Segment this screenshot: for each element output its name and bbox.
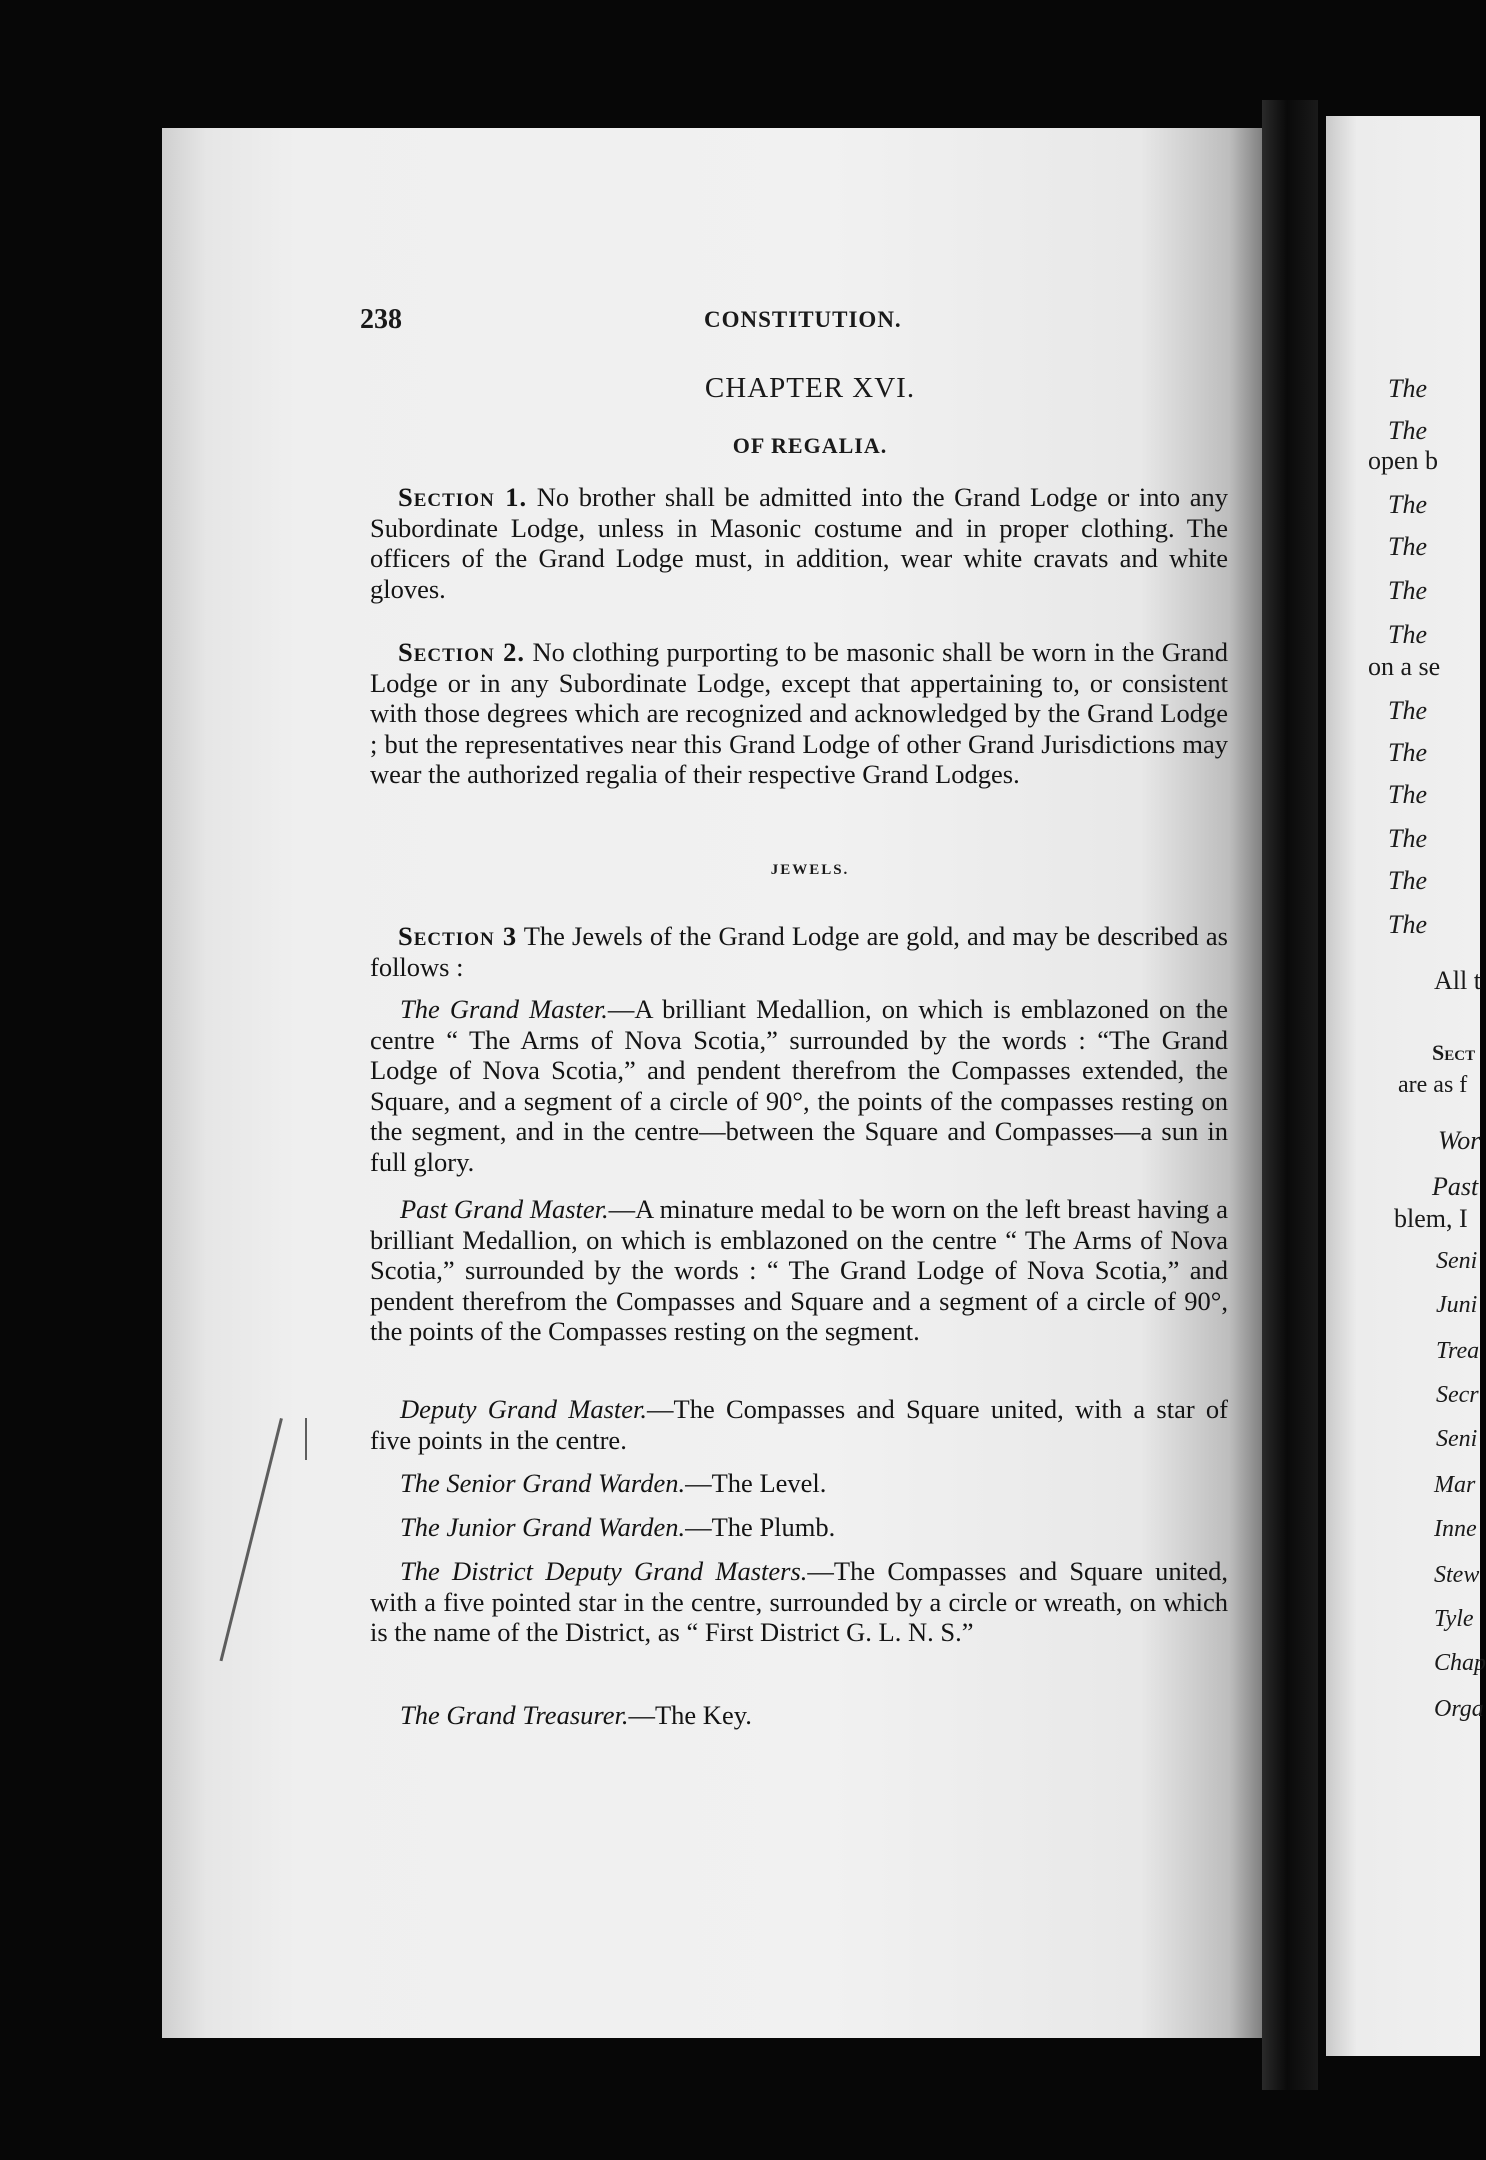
next-page-line: The (1388, 866, 1427, 895)
next-page-line: The (1388, 620, 1427, 649)
chapter-subtitle: OF REGALIA. (732, 433, 888, 458)
jewel-district-deputy-grand-masters (370, 1556, 1228, 1648)
jewel-description: —The Key. (628, 1700, 752, 1730)
next-page-line: Trea (1436, 1338, 1480, 1364)
page-header (360, 304, 1260, 340)
jewel-title: Deputy Grand Master. (400, 1394, 648, 1424)
section-1 (370, 482, 1228, 604)
next-page-line: Orga (1434, 1696, 1484, 1722)
jewel-description: —The Compasses and Square united, with a star of five points in the centre. (370, 1394, 1228, 1455)
next-page-line: The (1388, 780, 1427, 809)
section-2 (370, 637, 1228, 790)
page-number: 238 (360, 304, 402, 335)
jewel-grand-treasurer (370, 1700, 1228, 1731)
jewel-description: —A brilliant Medallion, on which is emblazoned on the centre “ The Arms of Nova Scotia,” surrounded by the words : “The Grand Lodge of Nova Scotia,” and pendent therefrom the Compasses extended, the Square, and a segment of a circle of 90°, the points of the compasses resting on the segment, and in the centre—between the Square and Compasses—a sun in full glory. (370, 994, 1228, 1177)
next-page-line: All t (1434, 966, 1481, 995)
jewel-junior-grand-warden (370, 1512, 1228, 1543)
next-page-line: blem, I (1394, 1204, 1468, 1233)
next-page-line: The (1388, 490, 1427, 519)
next-page-line: Mar (1434, 1472, 1476, 1498)
jewel-grand-master (370, 994, 1228, 1177)
next-page-line: Juni (1436, 1292, 1478, 1318)
jewel-title: The Grand Treasurer. (400, 1700, 629, 1730)
next-page-line: Inne (1434, 1516, 1477, 1542)
next-page-line: open b (1368, 446, 1439, 475)
section-label: Section 1. (398, 482, 528, 512)
section-text: No clothing purporting to be masonic shall be worn in the Grand Lodge or in any Subordinate Lodge, except that appertaining to, or consistent with those degrees which are recognized and acknowledged by the Grand Lodge ; but the representatives near this Grand Lodge of other Grand Jurisdictions may wear the authorized regalia of their respective Grand Lodges. (370, 637, 1228, 789)
pencil-margin-mark (305, 1418, 307, 1460)
book-gutter (1262, 100, 1318, 2090)
next-page-line: The (1388, 374, 1427, 403)
next-page-line: Stew (1434, 1562, 1480, 1588)
next-page-line: on a se (1368, 652, 1441, 681)
next-page-line: The (1388, 416, 1427, 445)
jewel-senior-grand-warden (370, 1468, 1228, 1499)
jewel-description: —The Compasses and Square united, with a five pointed star in the centre, surrounded by a circle or wreath, on which is the name of the District, as “ First District G. L. N. S.” (370, 1556, 1228, 1647)
next-page-line: Seni (1436, 1248, 1478, 1274)
next-page-line: Past (1432, 1172, 1479, 1201)
section-label: Section 3 (398, 921, 518, 951)
next-page-line: Secr (1436, 1382, 1479, 1408)
chapter-title: CHAPTER XVI. (704, 372, 916, 404)
jewel-title: The Junior Grand Warden. (400, 1512, 686, 1542)
jewels-heading: JEWELS. (770, 862, 850, 878)
section-text: The Jewels of the Grand Lodge are gold, and may be described as follows : (370, 921, 1228, 982)
next-page-line: The (1388, 738, 1427, 767)
next-page-line: Sect (1432, 1040, 1476, 1065)
section-label: Section 2. (398, 637, 526, 667)
running-title: CONSTITUTION. (704, 307, 902, 332)
jewel-description: —The Plumb. (685, 1512, 836, 1542)
jewel-title: Past Grand Master. (400, 1194, 609, 1224)
next-page-line: are as f (1398, 1072, 1468, 1098)
jewel-description: —A minature medal to be worn on the left breast having a brilliant Medallion, on which is emblazoned on the centre “ The Arms of Nova Scotia,” surrounded by the words : “ The Grand Lodge of Nova Scotia,” and pendent therefrom the Compasses and Square and a segment of a circle of 90°, the points of the Compasses resting on the segment. (370, 1194, 1228, 1346)
next-page-line: The (1388, 824, 1427, 853)
section-3 (370, 921, 1228, 982)
jewel-past-grand-master (370, 1194, 1228, 1347)
jewel-title: The District Deputy Grand Masters. (400, 1556, 808, 1586)
next-page-line: Wor (1438, 1126, 1481, 1155)
jewel-description: —The Level. (685, 1468, 827, 1498)
section-text: No brother shall be admitted into the Grand Lodge or into any Subordinate Lodge, unless in Masonic costume and in proper clothing. The officers of the Grand Lodge must, in addition, wear white cravats and white gloves. (370, 482, 1228, 604)
next-page-line: Tyle (1434, 1606, 1474, 1632)
next-page-line: The (1388, 696, 1427, 725)
jewel-title: The Senior Grand Warden. (400, 1468, 686, 1498)
next-page-line: The (1388, 910, 1427, 939)
next-page-line: The (1388, 532, 1427, 561)
jewel-title: The Grand Master. (400, 994, 608, 1024)
adjacent-page-fragment (1326, 116, 1486, 2056)
next-page-line: Seni (1436, 1426, 1478, 1452)
next-page-line: The (1388, 576, 1427, 605)
next-page-line: Chap (1434, 1650, 1486, 1676)
jewel-deputy-grand-master (370, 1394, 1228, 1455)
